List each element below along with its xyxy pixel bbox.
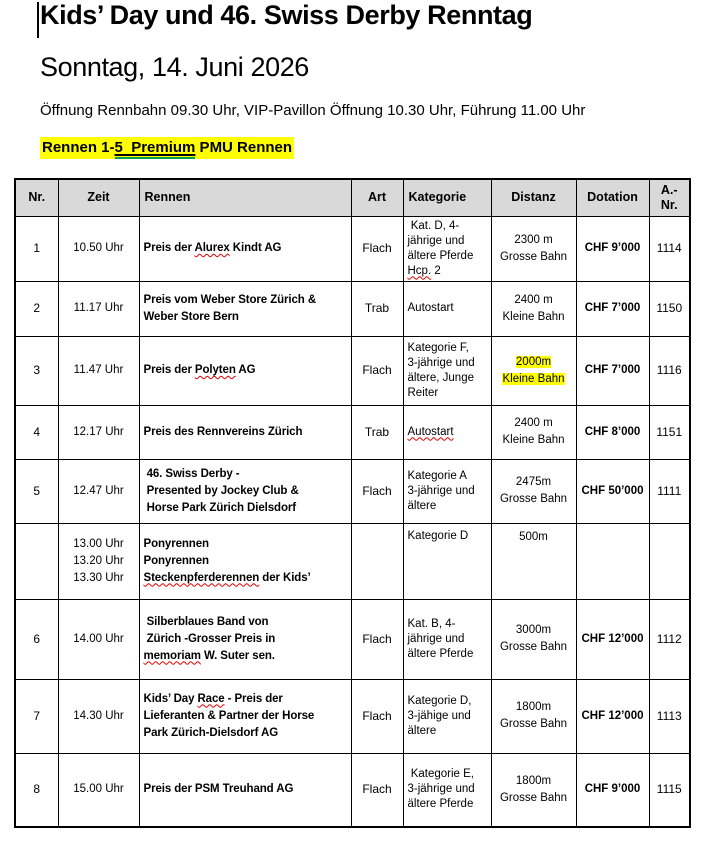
cell-dotation: CHF 9’000: [576, 216, 649, 281]
premium-races-note: [40, 139, 294, 156]
cell-zeit: 12.47 Uhr: [58, 459, 139, 523]
cell-distanz: 500m: [491, 523, 576, 599]
cell-a-nr: 1116: [649, 336, 690, 405]
cell-a-nr: 1112: [649, 599, 690, 679]
cell-zeit: 10.50 Uhr: [58, 216, 139, 281]
cell-distanz: 1800m Grosse Bahn: [491, 753, 576, 827]
cell-zeit: 11.17 Uhr: [58, 281, 139, 336]
cell-nr: 4: [15, 405, 58, 459]
cell-art: Flach: [351, 459, 403, 523]
cell-nr: 2: [15, 281, 58, 336]
cell-kategorie: [403, 405, 491, 459]
table-row: [15, 405, 690, 459]
spellcheck-underline: Steckenpferderennen: [143, 571, 260, 584]
column-header-art: Art: [351, 179, 403, 216]
cell-distanz: 2400 m Kleine Bahn: [491, 281, 576, 336]
cell-nr: 8: [15, 753, 58, 827]
cell-art: Flach: [351, 599, 403, 679]
column-header-dotation: Dotation: [576, 179, 649, 216]
cell-zeit: 14.30 Uhr: [58, 679, 139, 753]
cell-distanz: 3000m Grosse Bahn: [491, 599, 576, 679]
cell-nr: 6: [15, 599, 58, 679]
cell-art: [351, 523, 403, 599]
column-header-zeit: Zeit: [58, 179, 139, 216]
cell-dotation: CHF 7’000: [576, 336, 649, 405]
column-header-nr: Nr.: [15, 179, 58, 216]
opening-times-line: Öffnung Rennbahn 09.30 Uhr, VIP-Pavillon Öffnung 10.30 Uhr, Führung 11.00 Uhr: [40, 102, 586, 119]
cell-dotation: CHF 12’000: [576, 599, 649, 679]
cell-dotation: CHF 7’000: [576, 281, 649, 336]
cell-art: Flach: [351, 216, 403, 281]
cell-nr: 5: [15, 459, 58, 523]
cell-rennen: Preis der Alurex Kindt AG: [139, 216, 351, 281]
cell-art: Flach: [351, 679, 403, 753]
highlighted-note-text: [40, 137, 294, 159]
cell-kategorie: Kategorie F, 3-jährige und ältere, Junge Reiter: [403, 336, 491, 405]
cell-kategorie: Kategorie D: [403, 523, 491, 599]
column-header-rennen: Rennen: [139, 179, 351, 216]
cell-kategorie: Kategorie A 3-jährige und ältere: [403, 459, 491, 523]
cell-zeit: 14.00 Uhr: [58, 599, 139, 679]
cell-a-nr: 1115: [649, 753, 690, 827]
table-row: [15, 336, 690, 405]
cell-kategorie: Kat. B, 4- jährige und ältere Pferde: [403, 599, 491, 679]
spellcheck-underline: Race: [197, 692, 225, 705]
race-schedule-table: [14, 178, 691, 828]
cell-art: Trab: [351, 405, 403, 459]
table-row: [15, 216, 690, 281]
cell-zeit: 13.00 Uhr 13.20 Uhr 13.30 Uhr: [58, 523, 139, 599]
cell-distanz: 2475m Grosse Bahn: [491, 459, 576, 523]
cell-zeit: 12.17 Uhr: [58, 405, 139, 459]
cell-rennen: Kids’ Day Race - Preis der Lieferanten & Partner der Horse Park Zürich-Dielsdorf AG: [139, 679, 351, 753]
note-prefix: Rennen 1-: [42, 139, 115, 156]
spellcheck-underline: Hcp.: [407, 264, 432, 277]
cell-kategorie: Autostart: [403, 281, 491, 336]
cell-nr: 7: [15, 679, 58, 753]
cell-distanz: [491, 336, 576, 405]
cell-art: Trab: [351, 281, 403, 336]
cell-zeit: 11.47 Uhr: [58, 336, 139, 405]
cell-distanz: 2300 m Grosse Bahn: [491, 216, 576, 281]
cell-a-nr: 1151: [649, 405, 690, 459]
cell-nr: 1: [15, 216, 58, 281]
page-subtitle: Sonntag, 14. Juni 2026: [40, 52, 309, 82]
note-suffix: PMU Rennen: [195, 139, 293, 156]
column-header-kategorie: Kategorie: [403, 179, 491, 216]
cell-rennen: Preis des Rennvereins Zürich: [139, 405, 351, 459]
cell-dotation: [576, 523, 649, 599]
cell-rennen: Silberblaues Band von Zürich -Grosser Preis in memoriam W. Suter sen.: [139, 599, 351, 679]
cell-dotation: CHF 9’000: [576, 753, 649, 827]
table-row: [15, 459, 690, 523]
column-header-distanz: Distanz: [491, 179, 576, 216]
table-row: [15, 679, 690, 753]
table-row: [15, 599, 690, 679]
table-header: [15, 179, 690, 216]
cell-rennen: Preis vom Weber Store Zürich & Weber Store Bern: [139, 281, 351, 336]
spellcheck-underline: Polyten: [194, 364, 236, 376]
cell-a-nr: 1113: [649, 679, 690, 753]
cell-rennen: 46. Swiss Derby - Presented by Jockey Club & Horse Park Zürich Dielsdorf: [139, 459, 351, 523]
cell-dotation: CHF 12’000: [576, 679, 649, 753]
highlighted-text: 2000m: [515, 355, 552, 368]
cell-rennen: Ponyrennen Ponyrennen Steckenpferderennen der Kids’: [139, 523, 351, 599]
cell-a-nr: 1150: [649, 281, 690, 336]
spellcheck-underline: Alurex: [194, 242, 230, 254]
cell-rennen: Preis der PSM Treuhand AG: [139, 753, 351, 827]
table-row: [15, 523, 690, 599]
spellcheck-underline: memoriam: [143, 649, 201, 662]
table-row: [15, 281, 690, 336]
text-cursor-caret: [37, 2, 39, 38]
cell-dotation: CHF 50’000: [576, 459, 649, 523]
highlighted-text: Kleine Bahn: [502, 372, 565, 385]
cell-dotation: CHF 8’000: [576, 405, 649, 459]
spellcheck-underline: Autostart: [407, 425, 454, 438]
cell-kategorie: Kategorie E, 3-jährige und ältere Pferde: [403, 753, 491, 827]
cell-art: Flach: [351, 753, 403, 827]
cell-rennen: Preis der Polyten AG: [139, 336, 351, 405]
cell-nr: [15, 523, 58, 599]
cell-nr: 3: [15, 336, 58, 405]
header-row: [15, 179, 690, 216]
page-title: Kids’ Day und 46. Swiss Derby Renntag: [40, 0, 533, 30]
cell-a-nr: 1111: [649, 459, 690, 523]
cell-distanz: 2400 m Kleine Bahn: [491, 405, 576, 459]
note-underlined-text: 5 Premium: [115, 139, 196, 159]
cell-distanz: 1800m Grosse Bahn: [491, 679, 576, 753]
cell-kategorie: Kategorie D, 3-jähige und ältere: [403, 679, 491, 753]
column-header-a-nr: A.- Nr.: [649, 179, 690, 216]
cell-kategorie: Kat. D, 4- jährige und ältere Pferde Hcp. 2: [403, 216, 491, 281]
cell-a-nr: [649, 523, 690, 599]
cell-a-nr: 1114: [649, 216, 690, 281]
cell-zeit: 15.00 Uhr: [58, 753, 139, 827]
table-row: [15, 753, 690, 827]
cell-art: Flach: [351, 336, 403, 405]
table-body: [15, 216, 690, 827]
